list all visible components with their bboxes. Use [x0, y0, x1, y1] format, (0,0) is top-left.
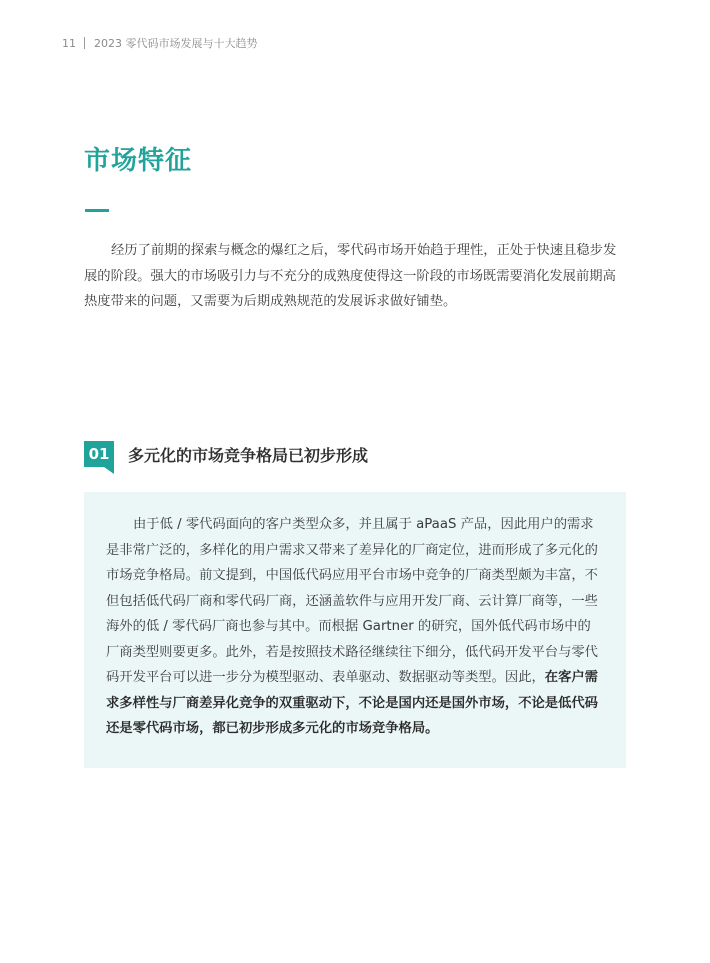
running-header — [62, 35, 258, 51]
intro-paragraph: 经历了前期的探索与概念的爆红之后，零代码市场开始趋于理性，正处于快速且稳步发展的阶段。强大的市场吸引力与不充分的成熟度使得这一阶段的市场既需要消化发展前期高热度带来的问题，又需要为后期成熟规范的发展诉求做好铺垫。 — [84, 243, 617, 309]
section-title: 市场特征 — [84, 146, 193, 176]
title-accent-rule — [85, 209, 109, 212]
subsection-body-paragraph — [106, 512, 604, 742]
header-divider — [84, 37, 85, 49]
running-title: 2023 零代码市场发展与十大趋势 — [94, 37, 258, 50]
body-emphasis: 在客户需求多样性与厂商差异化竞争的双重驱动下，不论是国内还是国外市场，不论是低代码还是零代码市场，都已初步形成多元化的市场竞争格局。 — [106, 670, 598, 736]
subsection-content-box — [84, 492, 626, 768]
subsection-header — [84, 441, 368, 467]
page-number: 11 — [62, 36, 76, 50]
subsection-title: 多元化的市场竞争格局已初步形成 — [128, 445, 369, 465]
body-text: 由于低 / 零代码面向的客户类型众多，并且属于 aPaaS 产品，因此用户的需求是非常广泛的，多样化的用户需求又带来了差异化的厂商定位，进而形成了多元化的市场竞争格局。前文提到，中国低代码应用平台市场中竞争的厂商类型颇为丰富，不但包括低代码厂商和零代码厂商，还涵盖软件与应用开发厂商、云计算厂商等，一些海外的低 / 零代码厂商也参与其中。而根据 Gartner 的研究，国外低代码市场中的厂商类型则要更多。此外，若是按照技术路径继续往下细分，低代码开发平台与零代码开发平台可以进一步分为模型驱动、表单驱动、数据驱动等类型。因此， — [106, 517, 598, 685]
section-number-badge: 01 — [84, 441, 114, 467]
